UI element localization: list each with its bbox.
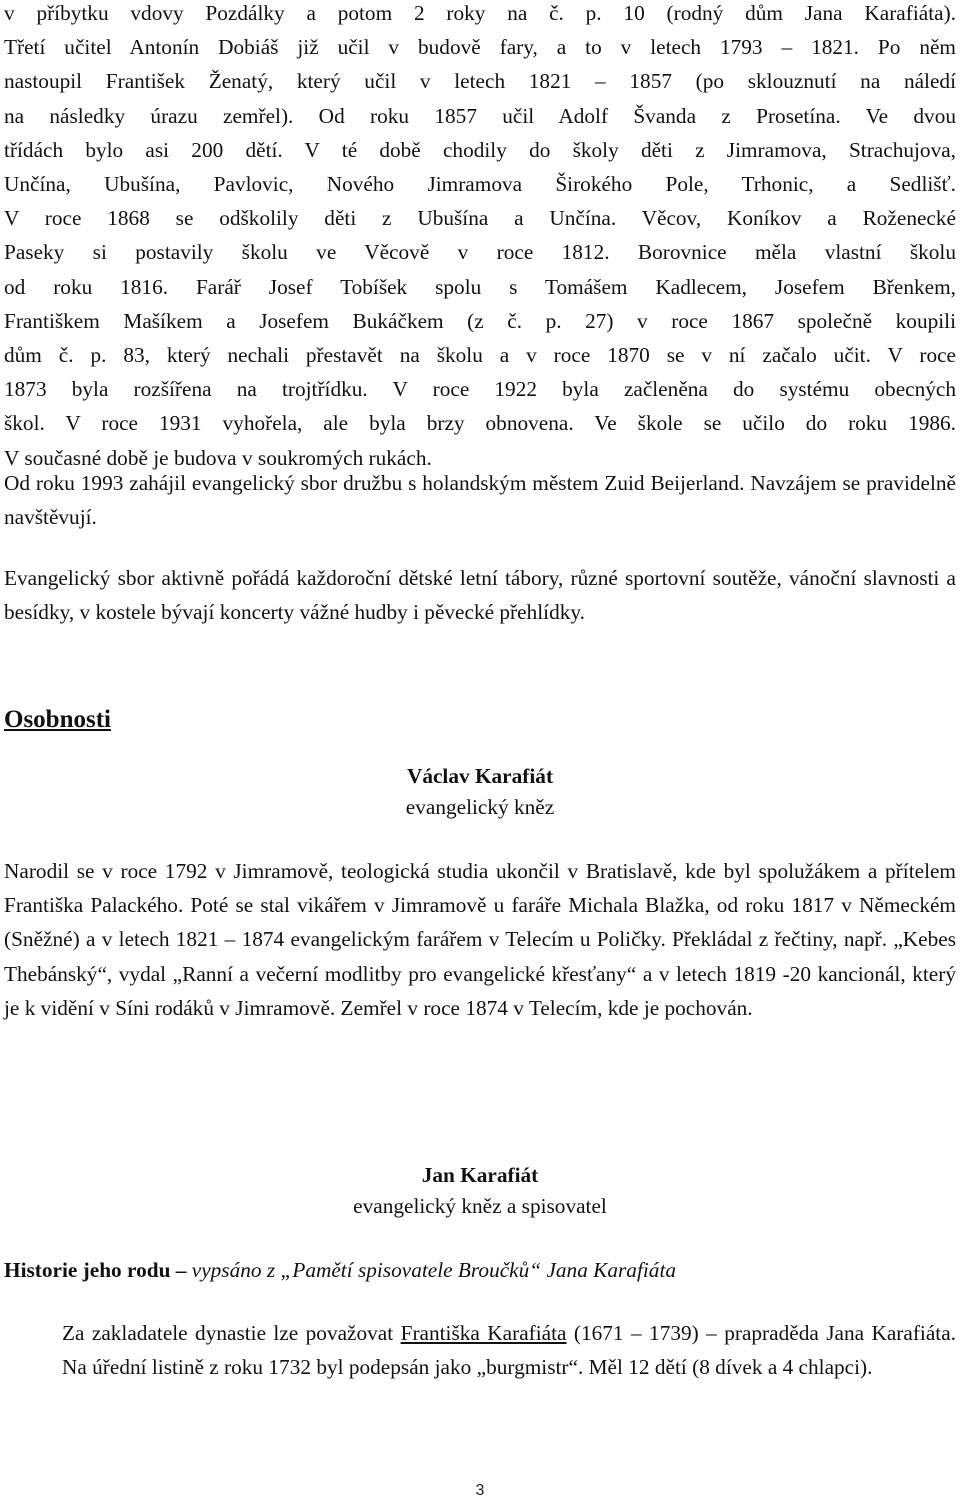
text-line: Františkem Mašíkem a Josefem Bukáčkem (z č. p. 27) v roce 1867 společně koupili: [4, 308, 956, 333]
founder-text-post: (1671 – 1739) – prapradědа Jana Karafiáta. Na úřední listině z roku 1732 byl podepsán jako „burgmistr“. Měl 12 dětí (8 dívek a 4 chlapci).: [62, 1321, 956, 1380]
section-heading-osobnosti: Osobnosti: [4, 706, 111, 733]
text-line: Třetí učitel Antonín Dobiáš již učil v budově fary, a to v letech 1793 – 1821. Po něm: [4, 35, 956, 60]
text-line: nastoupil František Ženatý, který učil v letech 1821 – 1857 (po sklouznutí na náledí: [4, 69, 956, 94]
text-line: dům č. p. 83, který nechali přestavět na školu a v roce 1870 se v ní začalo učit. V roce: [4, 343, 956, 368]
activities-paragraph: Evangelický sbor aktivně pořádá každoroční dětské letní tábory, různé sportovní soutěže, vánoční slavnosti a besídky, v kostele bývají koncerty vážné hudby i pěvecké přehlídky.: [4, 566, 956, 625]
person2-role: evangelický kněz a spisovatel: [353, 1194, 607, 1218]
person2-name: Jan Karafiát: [421, 1163, 539, 1187]
page-number: 3: [475, 1482, 485, 1499]
person1-role: evangelický kněz: [405, 795, 555, 819]
person2-title-block: [4, 1160, 956, 1222]
text-line: V roce 1868 se odškolily děti z Ubušína a Unčína. Věcov, Koníkov a Roženecké: [4, 206, 956, 231]
family-history-dash: –: [175, 1258, 187, 1282]
family-history-heading: [4, 1253, 956, 1287]
person1-title-block: [4, 761, 956, 823]
school-history-paragraph: [4, 0, 956, 475]
text-line: třídách bylo asi 200 dětí. V té době chodily do školy děti z Jimramova, Strachujova,: [4, 137, 956, 162]
text-line: Paseky si postavily školu ve Věcově v roce 1812. Borovnice měla vlastní školu: [4, 240, 956, 265]
founder-paragraph: [4, 1316, 956, 1384]
text-line: od roku 1816. Farář Josef Tobíšek spolu s Tomášem Kadlecem, Josefem Břenkem,: [4, 274, 956, 299]
text-line: V současné době je budova v soukromých rukách.: [4, 445, 432, 470]
text-line: 1873 byla rozšířena na trojtřídku. V roce 1922 byla začleněna do systému obecných: [4, 377, 956, 402]
text-line: na následky úrazu zemřel). Od roku 1857 učil Adolf Švanda z Prosetína. Ve dvou: [4, 103, 956, 128]
founder-text-pre: Za zakladatele dynastie lze považovat: [62, 1321, 401, 1345]
partnership-paragraph: Od roku 1993 zahájil evangelický sbor družbu s holandským městem Zuid Beijerland. Navzájem se pravidelně navštěvují.: [4, 471, 956, 530]
family-history-label: Historie jeho rodu: [4, 1258, 171, 1282]
text-line: v příbytku vdovy Pozdálky a potom 2 roky na č. p. 10 (rodný dům Jana Karafiáta).: [4, 1, 956, 25]
text-line: škol. V roce 1931 vyhořela, ale byla brzy obnovena. Ve škole se učilo do roku 1986.: [4, 411, 956, 436]
founder-name-link: Františka Karafiáta: [400, 1321, 567, 1345]
text-line: Unčína, Ubušína, Pavlovic, Nového Jimramova Širokého Pole, Trhonic, a Sedlišť.: [4, 172, 956, 197]
person1-bio: Narodil se v roce 1792 v Jimramově, teologická studia ukončil v Bratislavě, kde byl spolužákem a přítelem Františka Palackého. Poté se stal vikářem v Jimramově u faráře Michala Blažka, od roku 1817 v Německém (Sněžné) a v letech 1821 – 1874 evangelickým farářem v Telecím u Poličky. Překládal z řečtiny, např. „Kebes Thebánský“, vydal „Ranní a večerní modlitby pro evangelické křesťany“ a v letech 1819 -20 kancionál, který je k vidění v Síni rodáků v Jimramově. Zemřel v roce 1874 v Telecím, kde je pochován.: [4, 859, 956, 1020]
family-history-source: vypsáno z „Pamětí spisovatele Broučků“ Jana Karafiáta: [191, 1258, 677, 1282]
person1-name: Václav Karafiát: [406, 764, 554, 788]
